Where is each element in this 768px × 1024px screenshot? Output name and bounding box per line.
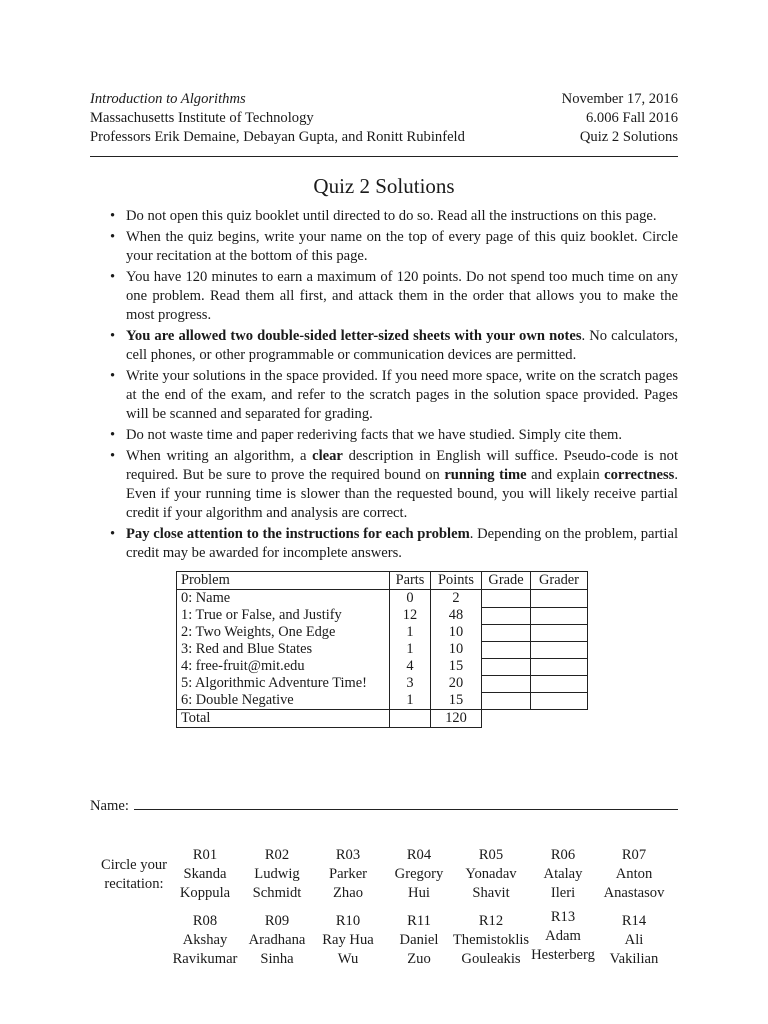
recitation-label-line-1: Circle your [100,857,168,873]
recitation-label-line-2: recitation: [104,876,164,892]
instruction-text: When writing an algorithm, a [126,448,313,464]
instruction-text: . No calculators, cell phones, or other programmable or communication devices are permitted. [126,328,678,363]
header-rule [90,156,678,157]
professors: Professors Erik Demaine, Debayan Gupta, and Ronitt Rubinfeld [90,129,465,145]
instruction-emphasis: clear [312,448,343,464]
instruction-text: When the quiz begins, write your name on the top of every page of this quiz booklet. Circle your recitation at the bottom of this page. [126,229,678,264]
score-table [176,571,588,728]
recitation-code: R13 [550,909,576,925]
score-cell-parts: 4 [390,658,431,675]
recitation-last: Shavit [472,885,510,901]
score-table-header-cell: Problem [177,572,390,590]
score-table-header-cell: Points [431,572,482,590]
score-cell-grade[interactable] [482,624,531,641]
recitation-option[interactable] [379,846,459,903]
score-cell-grader[interactable] [531,675,588,692]
recitation-last: Anastasov [603,885,665,901]
instruction-item [108,426,678,445]
instruction-text: Write your solutions in the space provided. If you need more space, write on the scratch pages at the end of the exam, and refer to the scratch pages in the solution space provided. Pages will be scanned and separated for grading. [126,368,678,422]
recitation-option[interactable] [451,846,531,903]
institution: Massachusetts Institute of Technology [90,110,314,126]
score-cell-points: 10 [431,641,482,658]
score-cell-grader[interactable] [531,590,588,608]
recitation-last: Ileri [550,885,576,901]
recitation-code: R10 [335,913,361,929]
recitation-first: Ray Hua [322,932,374,948]
instruction-text: . Even if your running time is slower than the requested bound, you will likely receive partial credit if your algorithm and analysis are correct. [126,467,678,521]
recitation-first: Daniel [399,932,439,948]
score-cell-parts: 1 [390,692,431,710]
score-cell-points: 20 [431,675,482,692]
recitation-option[interactable] [523,846,603,903]
header-row-1 [90,90,678,109]
recitation-code: R07 [621,847,647,863]
score-total-empty [482,710,588,728]
recitation-code: R05 [478,847,504,863]
score-cell-parts: 1 [390,641,431,658]
score-cell-grader[interactable] [531,641,588,658]
recitation-last: Zhao [333,885,363,901]
recitation-option[interactable] [165,846,245,903]
instruction-emphasis: running time [444,467,527,483]
instruction-text: Do not open this quiz booklet until directed to do so. Read all the instructions on this page. [126,208,657,224]
score-cell-grade[interactable] [482,590,531,608]
recitation-first: Anton [615,866,653,882]
document-type: Quiz 2 Solutions [579,129,678,145]
recitation-last: Sinha [260,951,294,967]
score-cell-grade[interactable] [482,692,531,710]
recitation-code: R01 [192,847,218,863]
table-row-total [177,710,588,728]
recitation-option[interactable] [594,846,674,903]
score-cell-problem: 5: Algorithmic Adventure Time! [177,675,390,692]
page-title: Quiz 2 Solutions [313,174,455,198]
recitation-first: Parker [328,866,368,882]
recitation-label [96,856,172,894]
recitation-last: Ravikumar [172,951,238,967]
recitation-first: Ludwig [254,866,300,882]
recitation-code: R12 [478,913,504,929]
instruction-emphasis: You are allowed two double-sided letter-sized sheets with your own notes [126,328,582,344]
recitation-first: Aradhana [248,932,306,948]
recitation-code: R08 [192,913,218,929]
score-cell-points: 15 [431,692,482,710]
score-total-label: Total [177,710,390,728]
course-name: Introduction to Algorithms [90,91,246,107]
recitation-last: Vakilian [609,951,659,967]
score-cell-problem: 6: Double Negative [177,692,390,710]
recitation-first: Skanda [183,866,227,882]
name-label: Name: [90,798,129,814]
page-header [90,90,678,147]
instruction-item [108,228,678,266]
instruction-item [108,207,678,226]
recitation-code: R03 [335,847,361,863]
table-row [177,624,588,641]
instruction-item [108,327,678,365]
recitation-option[interactable] [594,912,674,969]
instruction-text: . Depending on the problem, partial credit may be awarded for incomplete answers. [126,526,678,561]
recitation-code: R04 [406,847,432,863]
table-row [177,590,588,608]
recitation-first: Akshay [182,932,228,948]
recitation-option[interactable] [523,908,603,965]
recitation-code: R09 [264,913,290,929]
recitation-first: Yonadav [465,866,517,882]
score-cell-points: 15 [431,658,482,675]
score-table-header-cell: Parts [390,572,431,590]
recitation-first: Ali [624,932,644,948]
instruction-emphasis: Pay close attention to the instructions for each problem [126,526,470,542]
table-row [177,641,588,658]
instructions-list [108,207,678,565]
recitation-last: Koppula [179,885,231,901]
score-cell-points: 2 [431,590,482,608]
recitation-option[interactable] [451,912,531,969]
score-cell-problem: 2: Two Weights, One Edge [177,624,390,641]
table-row [177,607,588,624]
score-table-header-cell: Grade [482,572,531,590]
score-cell-grade[interactable] [482,607,531,624]
recitation-code: R02 [264,847,290,863]
score-cell-grader[interactable] [531,624,588,641]
instruction-text: and explain [526,467,605,483]
recitation-option[interactable] [165,912,245,969]
score-table-header [177,572,588,590]
table-row [177,658,588,675]
instruction-item [108,525,678,563]
score-cell-grader[interactable] [531,692,588,710]
score-cell-grader[interactable] [531,658,588,675]
instruction-emphasis: correctness [604,467,675,483]
table-row [177,675,588,692]
score-cell-parts: 0 [390,590,431,608]
score-cell-points: 10 [431,624,482,641]
score-total-parts [390,710,431,728]
recitation-first: Adam [545,928,581,944]
name-field-line[interactable] [134,809,678,810]
recitation-option[interactable] [308,846,388,903]
header-row-2 [90,109,678,128]
score-cell-problem: 4: free-fruit@mit.edu [177,658,390,675]
instruction-item [108,447,678,523]
recitation-code: R06 [550,847,576,863]
recitation-last: Hui [408,885,430,901]
recitation-first: Themistoklis [452,932,530,948]
recitation-code: R11 [407,913,431,929]
score-cell-grade[interactable] [482,675,531,692]
score-cell-points: 48 [431,607,482,624]
course-term: 6.006 Fall 2016 [585,110,678,126]
recitation-last: Wu [337,951,359,967]
score-cell-grade[interactable] [482,658,531,675]
header-row-3 [90,128,678,147]
recitation-option[interactable] [379,912,459,969]
instruction-text: description in English will suffice. Pseudo-code is not required. But be sure to prove the required bound on [126,448,679,483]
instruction-item [108,268,678,325]
instruction-text: You have 120 minutes to earn a maximum of 120 points. Do not spend too much time on any one problem. Read them all first, and attack them in the order that allows you to make the most progress. [126,269,678,323]
quiz-date: November 17, 2016 [561,91,678,107]
score-cell-grader[interactable] [531,607,588,624]
table-row [177,692,588,710]
recitation-last: Zuo [407,951,431,967]
recitation-option[interactable] [308,912,388,969]
recitation-first: Atalay [543,866,583,882]
score-total-points: 120 [431,710,482,728]
score-cell-parts: 1 [390,624,431,641]
recitation-option[interactable] [237,846,317,903]
instruction-item [108,367,678,424]
recitation-first: Gregory [394,866,444,882]
score-cell-problem: 0: Name [177,590,390,608]
recitation-last: Schmidt [252,885,302,901]
instruction-text: Do not waste time and paper rederiving facts that we have studied. Simply cite them. [126,427,623,443]
score-table-header-cell: Grader [531,572,588,590]
recitation-option[interactable] [237,912,317,969]
score-cell-problem: 1: True or False, and Justify [177,607,390,624]
score-cell-parts: 12 [390,607,431,624]
recitation-last: Hesterberg [531,947,595,963]
score-cell-parts: 3 [390,675,431,692]
score-cell-problem: 3: Red and Blue States [177,641,390,658]
score-cell-grade[interactable] [482,641,531,658]
recitation-last: Gouleakis [461,951,521,967]
recitation-code: R14 [621,913,647,929]
